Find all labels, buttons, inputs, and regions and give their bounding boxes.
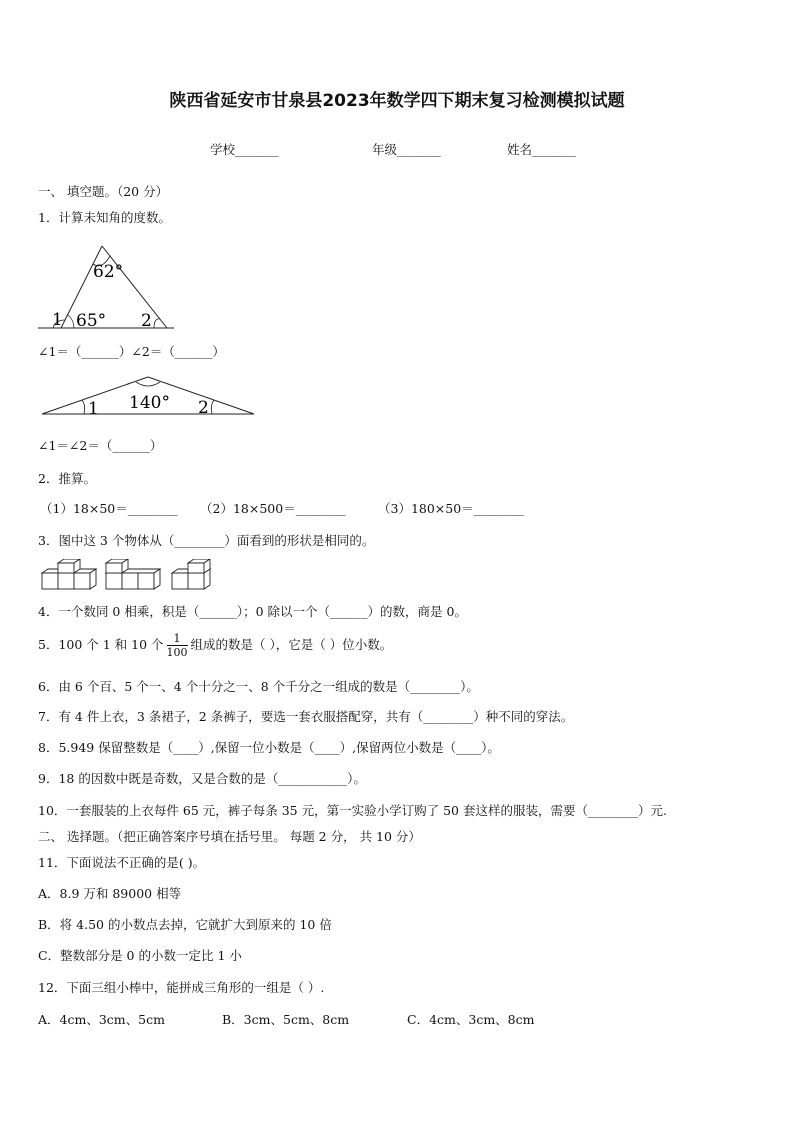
- question-11: 11．下面说法不正确的是( )。: [38, 855, 206, 870]
- angle-65-label: 65°: [76, 311, 107, 331]
- name-field: 姓名_______: [507, 142, 576, 157]
- angle-62-label: 62°: [93, 262, 124, 282]
- triangle-figure-2: [38, 372, 258, 418]
- question-7: 7．有 4 件上衣，3 条裙子，2 条裤子，要选一套衣服搭配穿，共有（________）种不同的穿法。: [38, 709, 574, 724]
- question-1-answer-2: ∠1＝∠2＝（______）: [38, 438, 163, 453]
- fraction-1-over-100: [167, 632, 188, 659]
- question-5: [38, 632, 392, 659]
- question-12-option-a: A．4cm、3cm、5cm: [38, 1012, 165, 1027]
- fraction-numerator: 1: [173, 632, 181, 645]
- school-field: 学校_______: [210, 142, 279, 157]
- cube-objects-figure: [40, 559, 220, 593]
- question-5-text-before: 5．100 个 1 和 10 个: [38, 637, 164, 652]
- question-12-option-c: C．4cm、3cm、8cm: [407, 1012, 535, 1027]
- question-3: 3．图中这 3 个物体从（________）面看到的形状是相同的。: [38, 533, 375, 548]
- grade-field: 年级_______: [372, 142, 441, 157]
- question-11-option-b: B．将 4.50 的小数点去掉，它就扩大到原来的 10 倍: [38, 917, 332, 932]
- question-2-item-3: （3）180×50＝________: [378, 501, 524, 516]
- question-2-item-1: （1）18×50＝________: [40, 501, 178, 516]
- question-9: 9．18 的因数中既是奇数，又是合数的是（___________）。: [38, 771, 366, 786]
- question-5-text-after: 组成的数是（ ），它是（ ）位小数。: [190, 637, 393, 652]
- question-12-option-b: B．3cm、5cm、8cm: [222, 1012, 350, 1027]
- question-12: 12．下面三组小棒中，能拼成三角形的一组是（ ）.: [38, 980, 325, 995]
- question-6: 6．由 6 个百、5 个一、4 个十分之一、8 个千分之一组成的数是（________）。: [38, 679, 479, 694]
- triangle-figure-1: [36, 240, 176, 332]
- question-2: 2．推算。: [38, 471, 96, 486]
- angle-1-label: 1: [52, 310, 63, 330]
- question-1: 1．计算未知角的度数。: [38, 210, 171, 225]
- question-11-option-c: C．整数部分是 0 的小数一定比 1 小: [38, 948, 242, 963]
- section-fill-in-heading: 一、 填空题。（20 分）: [38, 184, 169, 199]
- angle-2-label: 2: [141, 311, 152, 331]
- question-4: 4．一个数同 0 相乘，积是（______）；0 除以一个（______）的数，商是 0。: [38, 604, 467, 619]
- angle-1-label-2: 1: [88, 399, 99, 418]
- question-1-answer-1: ∠1＝（______）∠2＝（______）: [38, 344, 225, 359]
- question-11-option-a: A．8.9 万和 89000 相等: [38, 886, 182, 901]
- page-title: 陕西省延安市甘泉县2023年数学四下期末复习检测模拟试题: [169, 91, 625, 111]
- fraction-denominator: 100: [166, 646, 188, 659]
- question-10: 10．一套服装的上衣每件 65 元，裤子每条 35 元，第一实验小学订购了 50 套这样的服装，需要（________）元.: [38, 803, 667, 818]
- section-choice-heading: 二、 选择题。（把正确答案序号填在括号里。 每题 2 分， 共 10 分）: [38, 829, 421, 844]
- angle-2-label-2: 2: [198, 398, 209, 418]
- question-8: 8．5.949 保留整数是（____）,保留一位小数是（____）,保留两位小数是（____）。: [38, 740, 500, 755]
- question-2-item-2: （2）18×500＝________: [200, 501, 346, 516]
- angle-140-label: 140°: [129, 393, 170, 413]
